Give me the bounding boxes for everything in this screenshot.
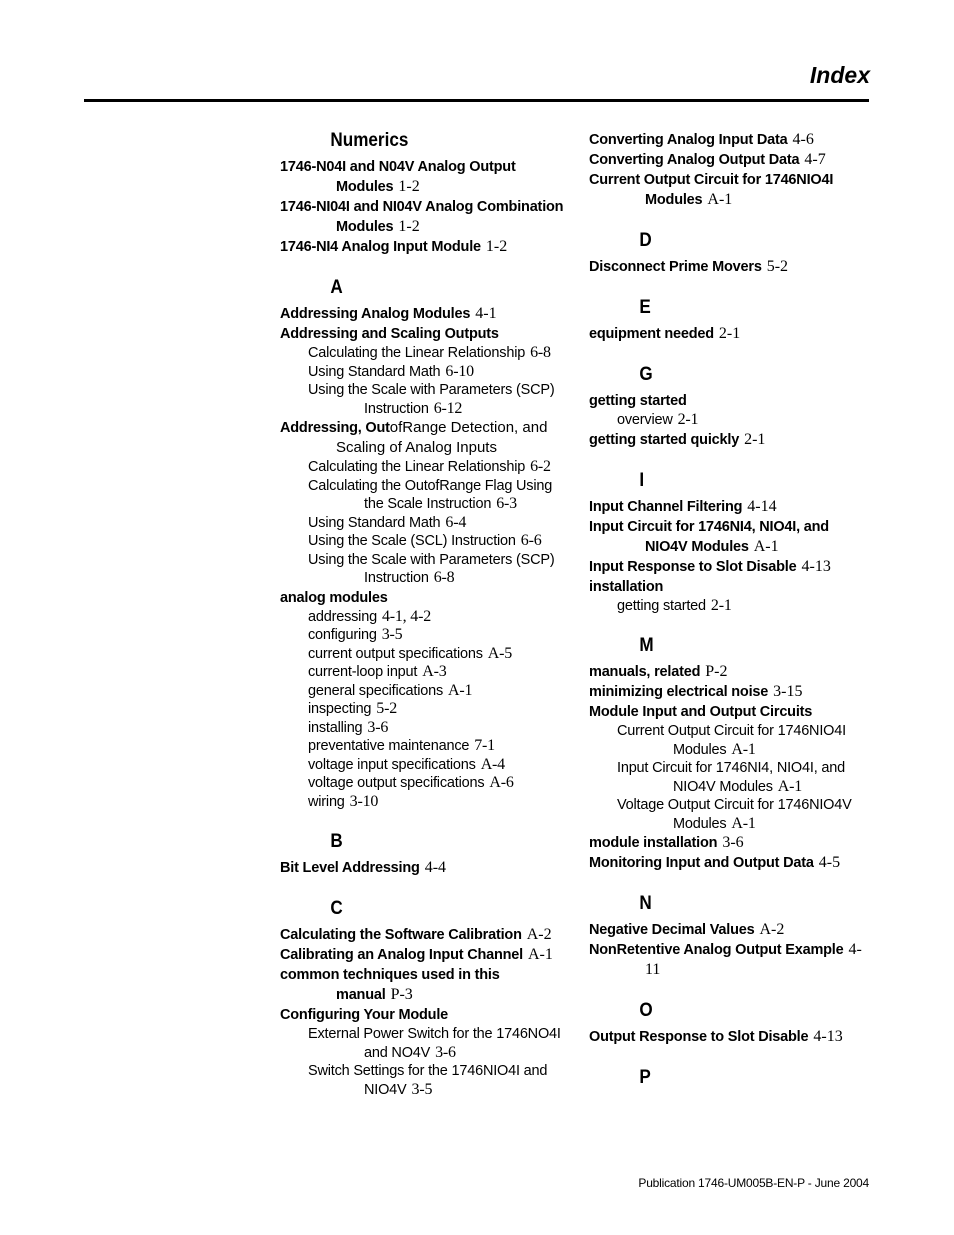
index-subentry: Using Standard Math 6-10 <box>308 362 474 380</box>
index-subentry: Using the Scale with Parameters (SCP) Instruction 6-8 <box>308 551 555 586</box>
index-subentry: Voltage Output Circuit for 1746NIO4V Modules A-1 <box>617 797 852 832</box>
index-subentry: installing 3-6 <box>308 718 389 736</box>
index-subentry: preventative maintenance 7-1 <box>308 737 495 754</box>
index-subentry: voltage input specifications A-4 <box>308 755 505 773</box>
index-entry: Calculating the Software Calibration A-2 <box>280 926 552 943</box>
index-entry: Disconnect Prime Movers 5-2 <box>589 258 789 275</box>
section-letter-b: B <box>330 831 343 852</box>
index-subentry: External Power Switch for the 1746NO4I and NO4V 3-6 <box>308 1026 561 1061</box>
section-letter-c: C <box>330 898 343 919</box>
section-letter-m: M <box>639 635 654 656</box>
index-entry: analog modules <box>280 589 388 606</box>
section-letter-g: G <box>639 364 653 385</box>
index-subentry: Current Output Circuit for 1746NIO4I Modules A-1 <box>617 723 846 758</box>
publication-footer: Publication 1746-UM005B-EN-P - June 2004 <box>638 1176 869 1190</box>
index-column-left <box>280 130 570 1099</box>
index-entry: equipment needed 2-1 <box>589 325 741 342</box>
index-entry: 1746-NI4 Analog Input Module 1-2 <box>280 238 508 255</box>
index-entry: Monitoring Input and Output Data 4-5 <box>589 854 841 871</box>
index-entry: getting started quickly 2-1 <box>589 430 766 448</box>
index-subentry: Using the Scale with Parameters (SCP) Instruction 6-12 <box>308 382 555 417</box>
index-entry: Negative Decimal Values A-2 <box>589 921 785 938</box>
index-subentry: Input Circuit for 1746NI4, NIO4I, and NIO4V Modules A-1 <box>617 760 845 795</box>
index-entry: Current Output Circuit for 1746NIO4I Modules A-1 <box>589 172 834 208</box>
index-entry: Converting Analog Output Data 4-7 <box>589 151 826 168</box>
index-entry: Input Circuit for 1746NI4, NIO4I, and NIO4V Modules A-1 <box>589 518 829 555</box>
index-subentry: voltage output specifications A-6 <box>308 774 514 791</box>
section-letter-d: D <box>639 230 652 251</box>
index-subentry: overview 2-1 <box>617 411 699 428</box>
index-entry: module installation 3-6 <box>589 834 744 851</box>
index-subentry: current-loop input A-3 <box>308 663 447 680</box>
index-entry: NonRetentive Analog Output Example 4-11 <box>589 941 862 978</box>
index-entry: common techniques used in this manual P-3 <box>280 967 500 1003</box>
section-letter-i: I <box>639 469 645 491</box>
index-entry: Configuring Your Module <box>280 1007 449 1023</box>
index-subentry: Calculating the OutofRange Flag Using the Scale Instruction 6-3 <box>308 477 553 512</box>
index-subentry: wiring 3-10 <box>308 792 379 810</box>
index-entry: Bit Level Addressing 4-4 <box>280 859 447 876</box>
index-subentry: getting started 2-1 <box>617 596 732 614</box>
index-subentry: inspecting 5-2 <box>308 700 398 717</box>
index-entry: Input Response to Slot Disable 4-13 <box>589 557 831 575</box>
index-entry: Converting Analog Input Data 4-6 <box>589 131 814 148</box>
index-entry: getting started <box>589 393 687 409</box>
index-subentry: current output specifications A-5 <box>308 644 513 662</box>
index-entry: Input Channel Filtering 4-14 <box>589 497 777 515</box>
index-entry: 1746-N04I and N04V Analog Output Modules 1-2 <box>280 159 516 195</box>
index-subentry: Calculating the Linear Relationship 6-8 <box>308 344 551 361</box>
index-entry: Calibrating an Analog Input Channel A-1 <box>280 946 553 963</box>
index-entry: manuals, related P-2 <box>589 663 728 680</box>
index-entry: 1746-NI04I and NI04V Analog Combination Modules 1-2 <box>280 199 564 235</box>
index-entry: Addressing and Scaling Outputs <box>280 326 499 342</box>
index-subentry: configuring 3-5 <box>308 626 403 643</box>
index-subentry: Using the Scale (SCL) Instruction 6-6 <box>308 532 542 549</box>
header-rule <box>84 99 869 102</box>
index-entry: Addressing, OutofRange Detection, and Scaling of Analog Inputs <box>280 419 548 456</box>
index-subentry: general specifications A-1 <box>308 681 473 699</box>
section-letter-p: P <box>639 1067 651 1088</box>
index-column-right <box>589 130 869 1094</box>
page-title: Index <box>809 62 870 88</box>
section-letter-o: O <box>639 1000 653 1021</box>
section-letter-a: A <box>330 277 343 298</box>
section-letter-n: N <box>639 893 652 914</box>
index-entry: Addressing Analog Modules 4-1 <box>280 305 497 322</box>
index-subentry: Calculating the Linear Relationship 6-2 <box>308 458 551 475</box>
index-entry: Output Response to Slot Disable 4-13 <box>589 1028 843 1045</box>
section-letter-e: E <box>639 297 651 318</box>
index-entry: installation <box>589 578 664 595</box>
index-entry: minimizing electrical noise 3-15 <box>589 683 803 700</box>
section-letter-numerics: Numerics <box>330 130 409 151</box>
index-subentry: addressing 4-1, 4-2 <box>308 607 431 625</box>
index-entry: Module Input and Output Circuits <box>589 704 813 720</box>
index-subentry: Using Standard Math 6-4 <box>308 513 467 531</box>
index-subentry: Switch Settings for the 1746NIO4I and NIO4V 3-5 <box>308 1063 548 1098</box>
